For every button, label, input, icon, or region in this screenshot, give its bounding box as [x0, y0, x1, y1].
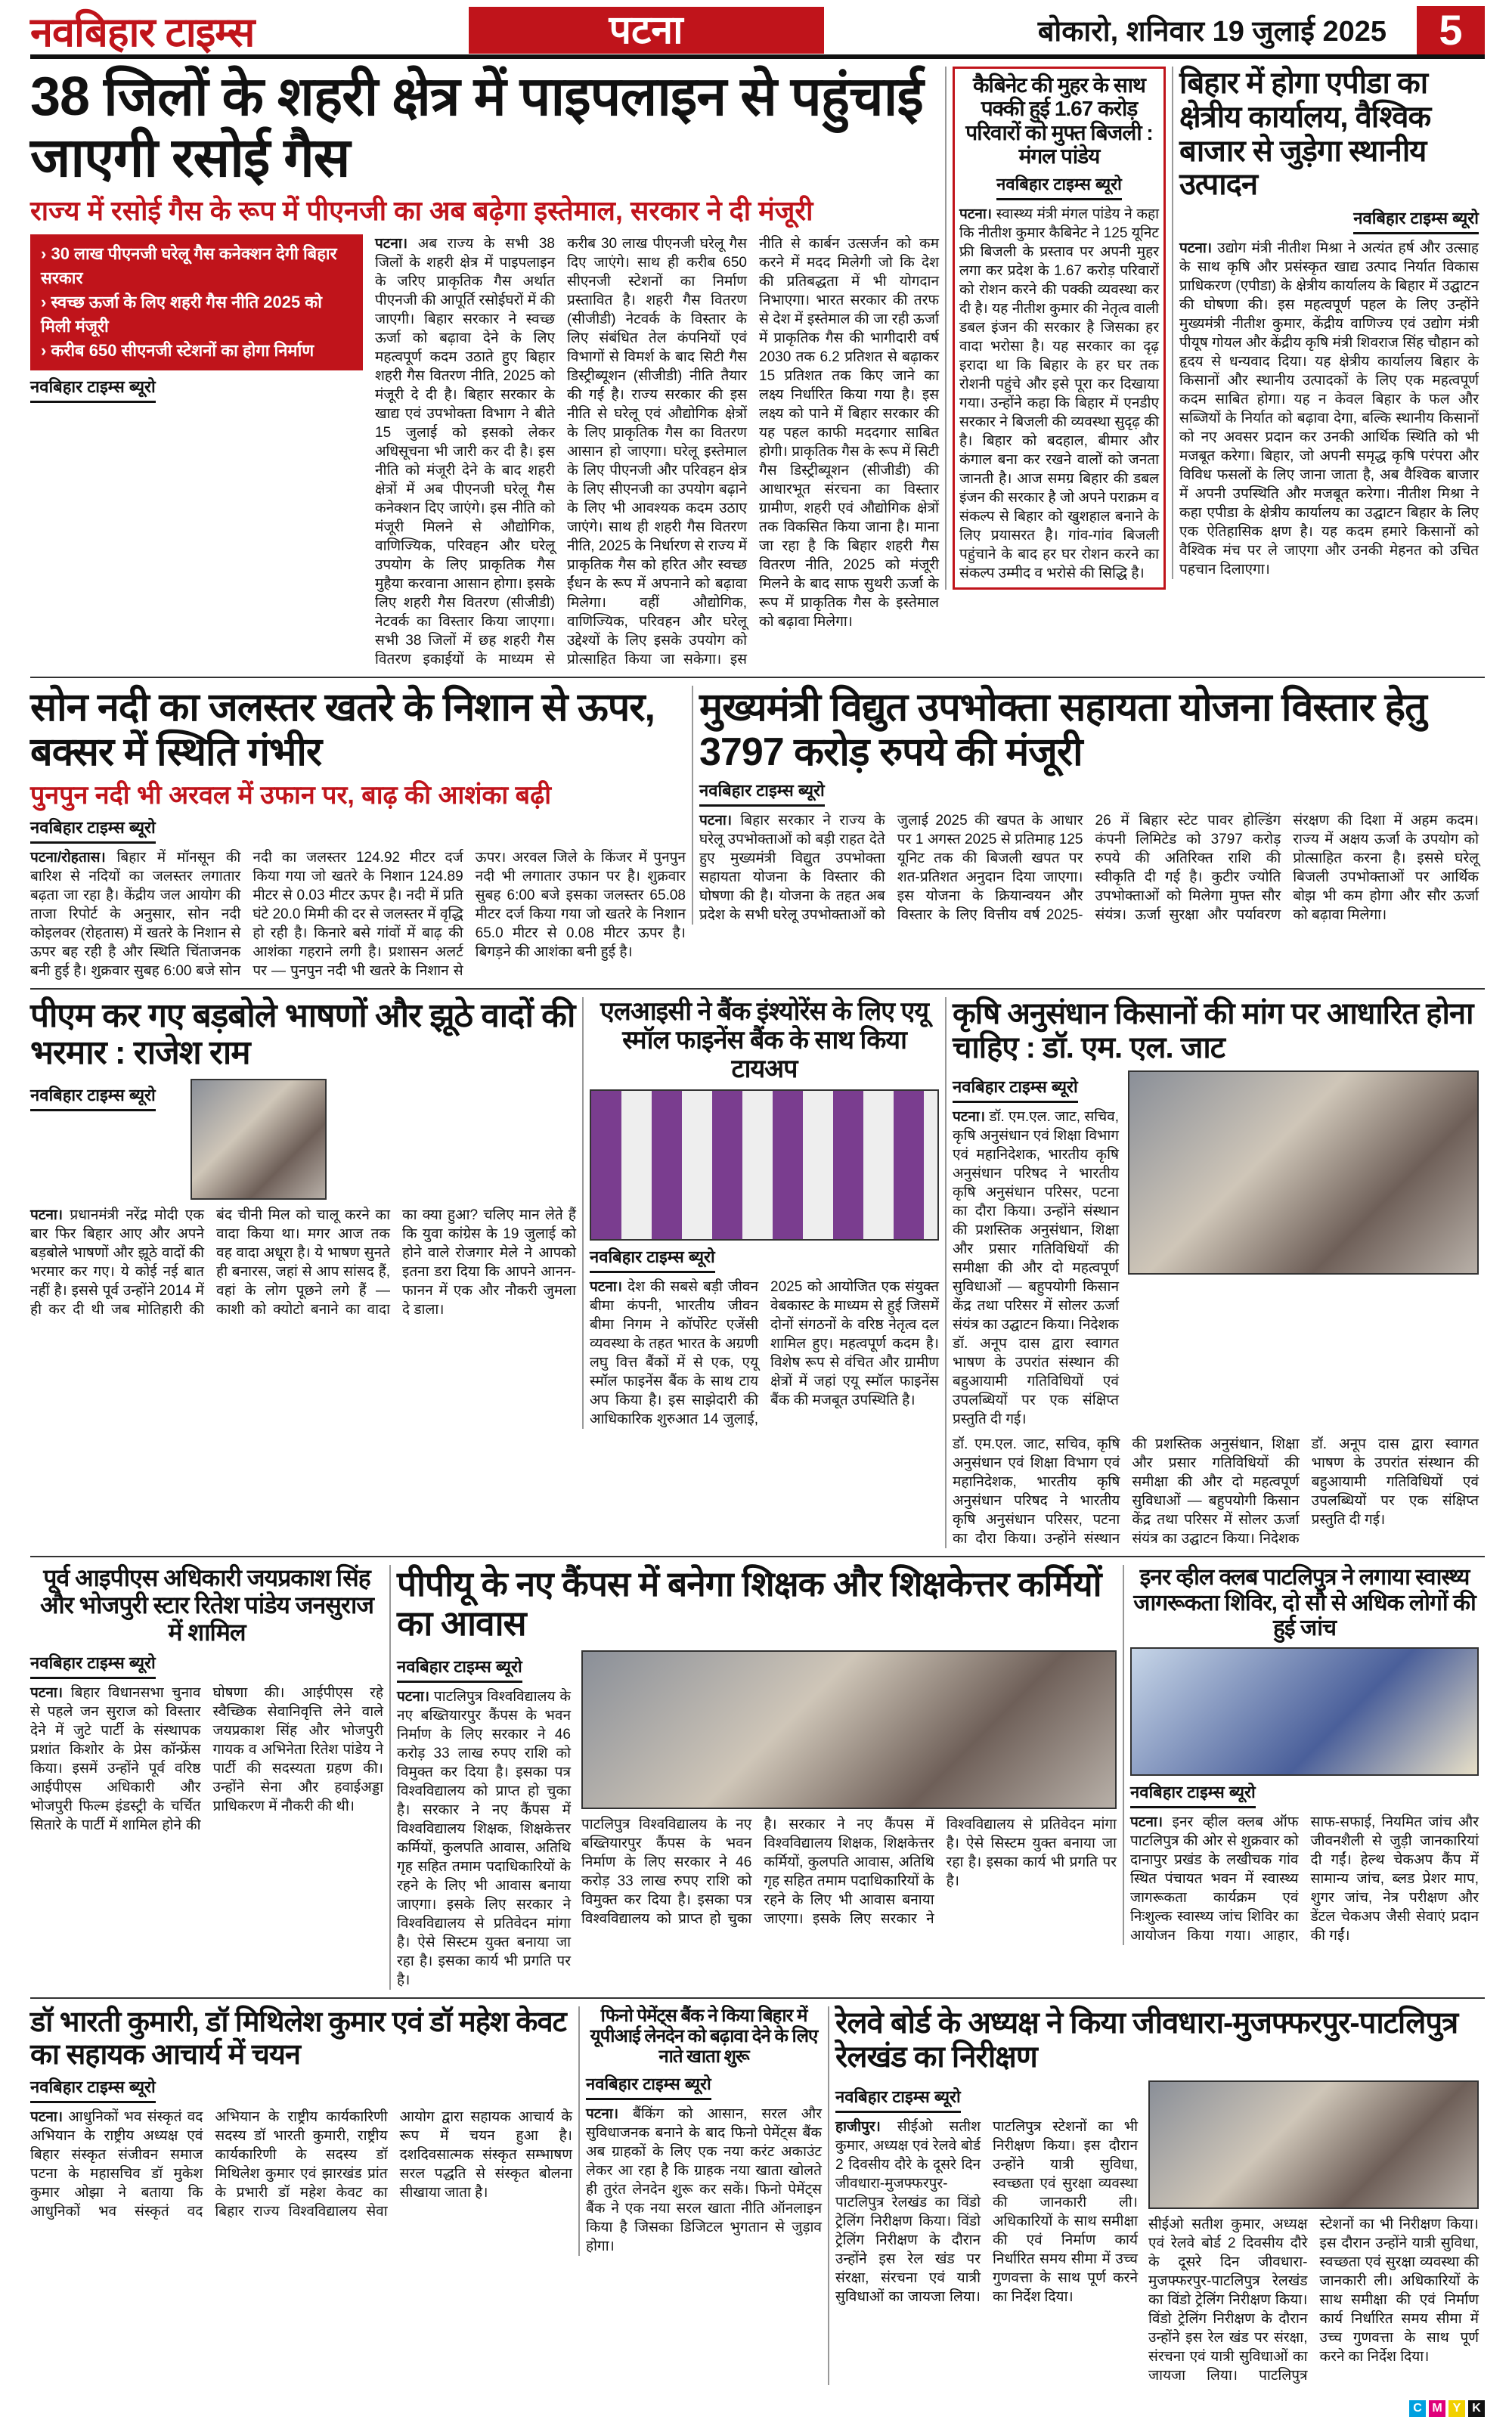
article-free-electricity	[945, 67, 1172, 590]
color-registration-marks	[30, 2400, 1485, 2417]
article-electricity-scheme	[692, 686, 1485, 924]
mark-magenta: M	[1429, 2400, 1445, 2417]
article-body: पटना। पाटलिपुत्र विश्वविद्यालय के नए बख्तियारपुर कैंपस के भवन निर्माण के लिए सरकार ने 46 करोड़ 33 लाख रुपए राशि को विमुक्त कर दिया है। इसका पत्र विश्वविद्यालय को प्राप्त हो चुका है। सरकार ने नए कैंपस में विश्वविद्यालय शिक्षक, शिक्षकेत्तर कर्मियों, कुलपति आवास, अतिथि गृह सहित तमाम पदाधिकारियों के रहने के लिए भी आवास बनाया जाएगा। इसके लिए सरकार ने विश्वविद्यालय से प्रतिवेदन मांगा है। ऐसे सिस्टम युक्त बनाया जा रहा है। इसका कार्य भी प्रगति पर है।	[397, 1689, 571, 1989]
headline: मुख्यमंत्री विद्युत उपभोक्ता सहायता योजना विस्तार हेतु 3797 करोड़ रुपये की मंजूरी	[699, 686, 1427, 774]
mark-cyan: C	[1409, 2400, 1426, 2417]
byline: नवबिहार टाइम्स ब्यूरो	[586, 2074, 711, 2100]
article-body: पटना। देश की सबसे बड़ी जीवन बीमा कंपनी, भारतीय जीवन बीमा निगम ने कॉर्पोरेट एजेंसी व्यवस्था के तहत भारत के अग्रणी लघु वित्त बैंकों में से एक, एयू स्मॉल फाइनेंस बैंक के साथ टाय अप किया है। इस साझेदारी की आधिकारिक शुरुआत 14 जुलाई, 2025 को आयोजित एक संयुक्त वेबकास्ट के माध्यम से हुई जिसमें दोनों संगठनों के वरिष्ठ नेतृत्व दल शामिल हुए। महत्वपूर्ण कदम है। विशेष रूप से वंचित और ग्रामीण क्षेत्रों में जहां एयू स्मॉल फाइनेंस बैंक की मजबूत उपस्थिति है।	[590, 1278, 939, 1427]
row-5	[30, 1999, 1485, 2393]
article-body-continued: पाटलिपुत्र विश्वविद्यालय के नए बख्तियारपुर कैंपस के भवन निर्माण के लिए सरकार ने 46 करोड़ 33 लाख रुपए राशि को विमुक्त कर दिया है। इसका पत्र विश्वविद्यालय को प्राप्त हो चुका है। सरकार ने नए कैंपस में विश्वविद्यालय शिक्षक, शिक्षकेत्तर कर्मियों, कुलपति आवास, अतिथि गृह सहित तमाम पदाधिकारियों के रहने के लिए भी आवास बनाया जाएगा। इसके लिए सरकार ने विश्वविद्यालय से प्रतिवेदन मांगा है। ऐसे सिस्टम युक्त बनाया जा रहा है। इसका कार्य भी प्रगति पर है।	[581, 1817, 1117, 1928]
byline: नवबिहार टाइम्स ब्यूरो	[30, 1653, 156, 1679]
photo-icar-visit	[1128, 1070, 1479, 1275]
headline: सोन नदी का जलस्तर खतरे के निशान से ऊपर, बक्सर में स्थिति गंभीर	[30, 686, 655, 774]
byline: नवबिहार टाइम्स ब्यूरो	[699, 780, 825, 807]
article-body: पटना। बिहार सरकार ने राज्य के घरेलू उपभोक्ताओं को बड़ी राहत देते हुए मुख्यमंत्री विद्युत उपभोक्ता सहायता योजना के विस्तार की घोषणा की है। योजना के तहत अब प्रदेश के सभी घरेलू उपभोक्ताओं को जुलाई 2025 की खपत के आधार पर 1 अगस्त 2025 से प्रतिमाह 125 यूनिट तक की बिजली खपत पर शत-प्रतिशत अनुदान दिया जाएगा। इस योजना के क्रियान्वयन और विस्तार के लिए वित्तीय वर्ष 2025-26 में बिहार स्टेट पावर होल्डिंग कंपनी लिमिटेड को 3797 करोड़ रुपये की अतिरिक्त राशि की स्वीकृति दी गई है। कुटीर ज्योति उपभोक्ताओं को मिलेगा मुफ्त सौर संयंत्र। ऊर्जा सुरक्षा और पर्यावरण संरक्षण की दिशा में अहम कदम। राज्य में अक्षय ऊर्जा के उपयोग को प्रोत्साहित करना है। इससे घरेलू बिजली उपभोक्ताओं पर आर्थिक बोझ भी कम होगा और सौर ऊर्जा को बढ़ावा मिलेगा।	[699, 812, 1479, 923]
byline: नवबिहार टाइम्स ब्यूरो	[30, 817, 156, 844]
headline: फिनो पेमेंट्स बैंक ने किया बिहार में यूपीआई लेनदेन को बढ़ावा देने के लिए नाते खाता शुरू	[590, 2006, 818, 2068]
masthead-logo: नवबिहार टाइम्स	[30, 10, 255, 55]
photo-ppu-campus-visit	[581, 1650, 1117, 1809]
article-assistant-professor	[30, 2006, 578, 2221]
mark-yellow: Y	[1448, 2400, 1465, 2417]
byline: नवबिहार टाइम्स ब्यूरो	[1130, 1782, 1256, 1808]
page-number: 5	[1417, 6, 1485, 54]
article-body: पटना। प्रधानमंत्री नरेंद्र मोदी एक बार फिर बिहार आए और अपने बड़बोले भाषणों और झूठे वादों की भरमार कर गए। ये कोई नई बात नहीं है। इससे पूर्व उन्होंने 2014 में ही कर दी थी जब मोतिहारी की बंद चीनी मिल को चालू करने का वादा किया था। मगर आज तक वह वादा अधूरा है। ये भाषण सुनते ही बनारस, जहां से आप सांसद हैं, वहां के लोग पूछने लगे हैं — काशी को क्योटो बनाने का वादा का क्या हुआ? चलिए मान लेते हैं कि युवा कांग्रेस के 19 जुलाई को होने वाले रोजगार मेले ने आपको इतना डरा दिया कि आपने आनन-फानन में एक और नौकरी जुमला दे डाला।	[30, 1207, 576, 1318]
article-ml-jat	[945, 997, 1485, 1549]
subheadline: राज्य में रसोई गैस के रूप में पीएनजी का अब बढ़ेगा इस्तेमाल, सरकार ने दी मंजूरी	[30, 195, 813, 227]
byline: नवबिहार टाइम्स ब्यूरो	[996, 174, 1122, 200]
article-body: पटना। बिहार विधानसभा चुनाव से पहले जन सुराज को विस्तार देने में जुटे पार्टी के संस्थापक प्रशांत किशोर के प्रेस कॉन्फ्रेंस किया। इसमें उन्होंने पूर्व वरिष्ठ आईपीएस अधिकारी और भोजपुरी फिल्म इंडस्ट्री के चर्चित सितारे के पार्टी में शामिल होने की घोषणा की। आईपीएस रहे स्वैच्छिक सेवानिवृत्ति लेने वाले जयप्रकाश सिंह और भोजपुरी गायक व अभिनेता रितेश पांडेय ने पार्टी की सदस्यता ग्रहण की। उन्होंने सेना और हवाईअड्डा प्राधिकरण में नौकरी की थी।	[30, 1684, 383, 1833]
headline: रेलवे बोर्ड के अध्यक्ष ने किया जीवधारा-मुजफ्फरपुर-पाटलिपुत्र रेलखंड का निरीक्षण	[835, 2006, 1458, 2074]
article-body: पटना/रोहतास। बिहार में मॉनसून की बारिश से नदियों का जलस्तर लगातार बढ़ता जा रहा है। केंद्रीय जल आयोग की ताजा रिपोर्ट के अनुसार, सोन नदी कोइलवर (रोहतास) में खतरे के निशान से ऊपर बह रही है और स्थिति चिंताजनक बनी हुई है। शुक्रवार सुबह 6:00 बजे सोन नदी का जलस्तर 124.92 मीटर दर्ज किया गया जो खतरे के निशान 124.89 मीटर से 0.03 मीटर ऊपर है। नदी में प्रति घंटे 20.0 मिमी की दर से जलस्तर में वृद्धि हो रही है। किनारे बसे गांवों में बाढ़ की आशंका गहराने लगी है। प्रशासन अलर्ट पर — पुनपुन नदी भी खतरे के निशान से ऊपर। अरवल जिले के किंजर में पुनपुन नदी भी लगातार उफान पर है। शुक्रवार सुबह 6:00 बजे इसका जलस्तर 65.08 मीटर दर्ज किया गया जो खतरे के निशान 65.0 मीटर से 0.08 मीटर ऊपर है। बिगड़ने की आशंका बनी हुई है।	[30, 849, 686, 979]
byline: नवबिहार टाइम्स ब्यूरो	[30, 1085, 156, 1111]
edition-date: बोकारो, शनिवार 19 जुलाई 2025	[1037, 16, 1387, 48]
headline: पीपीयू के नए कैंपस में बनेगा शिक्षक और शिक्षकेत्तर कर्मियों का आवास	[397, 1564, 1101, 1643]
article-inner-wheel	[1123, 1565, 1485, 1945]
headline: कृषि अनुसंधान किसानों की मांग पर आधारित होना चाहिए : डॉ. एम. एल. जाट	[953, 996, 1473, 1064]
byline: नवबिहार टाइम्स ब्यूरो	[30, 2077, 156, 2103]
masthead	[30, 6, 1485, 59]
article-body: पटना। बैंकिंग को आसान, सरल और सुविधाजनक बनाने के बाद फिनो पेमेंट्स बैंक अब ग्राहकों के लिए एक नया करंट अकाउंट लेकर आ रहा है कि ग्राहक नया खाता खोलते ही तुरंत लेनदेन शुरू कर सकें। फिनो पेमेंट्स बैंक ने एक नया सरल खाता नीति ऑनलाइन किया है जिसका डिजिटल भुगतान से जुड़ाव होगा।	[586, 2105, 822, 2254]
article-ppu-campus	[389, 1565, 1123, 1990]
article-body: पटना। अब राज्य के सभी 38 जिलों के शहरी क्षेत्र में पाइपलाइन के जरिए प्राकृतिक गैस अर्थात पीएनजी की आपूर्ति रसोईघरों में की जाएगी। बिहार सरकार ने स्वच्छ ऊर्जा को बढ़ावा देने के लिए महत्वपूर्ण कदम उठाते हुए बिहार शहरी गैस वितरण नीति, 2025 को मंजूरी दे दी है। बिहार सरकार के खाद्य एवं उपभोक्ता विभाग ने बीते 15 जुलाई को इसको लेकर अधिसूचना भी जारी कर दी है। इस नीति को मंजूरी देने के बाद शहरी क्षेत्रों में अब पीएनजी घरेलू गैस कनेक्शन दिए जाएंगे। इस नीति को मंजूरी मिलने से औद्योगिक, वाणिज्यिक, परिवहन और घरेलू उपयोग के लिए प्राकृतिक गैस मुहैया करवाना आसान होगा। इसके लिए शहरी गैस वितरण (सीजीडी) नेटवर्क का विस्तार किया जाएगा। सभी 38 जिलों में छह शहरी गैस वितरण इकाईयों के माध्यम से करीब 30 लाख पीएनजी घरेलू गैस दिए जाएंगे। साथ ही करीब 650 सीएनजी स्टेशनों का निर्माण प्रस्तावित है। शहरी गैस वितरण (सीजीडी) नेटवर्क के विस्तार के लिए संबंधित तेल कंपनियों एवं विभागों से विमर्श के बाद सिटी गैस डिस्ट्रीब्यूशन (सीजीडी) नीति तैयार की गई है। राज्य सरकार की इस नीति से घरेलू एवं औद्योगिक क्षेत्रों के लिए प्राकृतिक गैस का वितरण आसान हो जाएगा। घरेलू इस्तेमाल के लिए पीएनजी और परिवहन क्षेत्र के लिए सीएनजी का उपयोग बढ़ाने के लिए भी आवश्यक कदम उठाए जाएंगे। साथ ही शहरी गैस वितरण नीति, 2025 के निर्धारण से राज्य में प्राकृतिक गैस को हरित और स्वच्छ ईंधन के रूप में अपनाने को बढ़ावा मिलेगा। वहीं औद्योगिक, वाणिज्यिक, परिवहन और घरेलू उद्देश्यों के लिए इसके उपयोग को प्रोत्साहित किया जा सकेगा। इस नीति से कार्बन उत्सर्जन को कम करने में मदद मिलेगी जो कि देश की प्रतिबद्धता में भी योगदान निभाएगा। भारत सरकार की तरफ से देश में इस्तेमाल की जा रही ऊर्जा में प्राकृतिक गैस की भागीदारी वर्ष 2030 तक 6.2 प्रतिशत से बढ़ाकर 15 प्रतिशत तक किए जाने का लक्ष्य निर्धारित किया गया है। इस लक्ष्य को पाने में बिहार सरकार की यह पहल काफी मददगार साबित होगी। प्राकृतिक गैस के रूप में सिटी गैस डिस्ट्रीब्यूशन (सीजीडी) की आधारभूत संरचना का विस्तार ग्रामीण, शहरी एवं औद्योगिक क्षेत्रों तक विकसित किया जाना है। माना जा रहा है कि बिहार शहरी गैस वितरण नीति, 2025 को मंजूरी मिलने के बाद साफ सुथरी ऊर्जा के रूप में प्राकृतिक गैस के इस्तेमाल को बढ़ावा मिलेगा।	[375, 236, 939, 668]
row-2	[30, 678, 1485, 989]
row-4	[30, 1557, 1485, 1999]
photo-railway-inspection	[1148, 2080, 1479, 2209]
article-body: पटना। डॉ. एम.एल. जाट, सचिव, कृषि अनुसंधान एवं शिक्षा विभाग एवं महानिदेशक, भारतीय कृषि अनुसंधान परिषद ने भारतीय कृषि अनुसंधान परिसर, पटना का दौरा किया। उन्होंने संस्थान की प्रशस्तिक अनुसंधान, शिक्षा और प्रसार गतिविधियों की समीक्षा की और दो महत्वपूर्ण सुविधाओं — बहुपयोगी किसान केंद्र तथा परिसर में सोलर ऊर्जा संयंत्र का उद्घाटन किया। निदेशक डॉ. अनूप दास द्वारा स्वागत भाषण के उपरांत संस्थान की बहुआयामी गतिविधियों एवं उपलब्धियों पर एक संक्षिप्त प्रस्तुति दी गई।	[953, 1109, 1119, 1428]
article-rajesh-ram	[30, 997, 582, 1320]
headline: इनर व्हील क्लब पाटलिपुत्र ने लगाया स्वास्थ्य जागरूकता शिविर, दो सौ से अधिक लोगों की हुई जांच	[1133, 1565, 1476, 1641]
article-body: हाजीपुर। सीईओ सतीश कुमार, अध्यक्ष एवं रेलवे बोर्ड 2 दिवसीय दौरे के दूसरे दिन जीवधारा-मुजफ्फरपुर-पाटलिपुत्र रेलखंड का विंडो ट्रेलिंग निरीक्षण किया। विंडो ट्रेलिंग निरीक्षण के दौरान उन्होंने इस रेल खंड पर संरक्षा, संरचना एवं यात्री सुविधाओं का जायजा लिया। पाटलिपुत्र स्टेशनों का भी निरीक्षण किया। इस दौरान उन्होंने यात्री सुविधा, स्वच्छता एवं सुरक्षा व्यवस्था की जानकारी ली। अधिकारियों के साथ समीक्षा की एवं निर्माण कार्य निर्धारित समय सीमा में उच्च गुणवत्ता के साथ पूर्ण करने का निर्देश दिया।	[835, 2118, 1138, 2305]
mark-black: K	[1468, 2400, 1485, 2417]
subheadline: पुनपुन नदी भी अरवल में उफान पर, बाढ़ की आशंका बढ़ी	[30, 780, 552, 810]
row-1	[30, 59, 1485, 678]
headline: 38 जिलों के शहरी क्षेत्र में पाइपलाइन से पहुंचाई जाएगी रसोई गैस	[30, 67, 923, 188]
article-apeda	[1172, 67, 1485, 579]
article-fino-bank	[578, 2006, 828, 2256]
headline: डॉ भारती कुमारी, डॉ मिथिलेश कुमार एवं डॉ महेश केवट का सहायक आचार्य में चयन	[30, 2006, 566, 2071]
headline: एलआइसी ने बैंक इंश्योरेंस के लिए एयू स्मॉल फाइनेंस बैंक के साथ किया टायअप	[600, 996, 928, 1083]
highlight-item: › करीब 650 सीएनजी स्टेशनों का होगा निर्माण	[41, 339, 352, 363]
article-railway-board	[828, 2006, 1485, 2385]
article-body-continued: डॉ. एम.एल. जाट, सचिव, कृषि अनुसंधान एवं शिक्षा विभाग एवं महानिदेशक, भारतीय कृषि अनुसंधान परिषद ने भारतीय कृषि अनुसंधान परिसर, पटना का दौरा किया। उन्होंने संस्थान की प्रशस्तिक अनुसंधान, शिक्षा और प्रसार गतिविधियों की समीक्षा की और दो महत्वपूर्ण सुविधाओं — बहुपयोगी किसान केंद्र तथा परिसर में सोलर ऊर्जा संयंत्र का उद्घाटन किया। निदेशक डॉ. अनूप दास द्वारा स्वागत भाषण के उपरांत संस्थान की बहुआयामी गतिविधियों एवं उपलब्धियों पर एक संक्षिप्त प्रस्तुति दी गई।	[953, 1436, 1479, 1547]
byline: नवबिहार टाइम्स ब्यूरो	[30, 376, 156, 403]
article-body-continued: सीईओ सतीश कुमार, अध्यक्ष एवं रेलवे बोर्ड 2 दिवसीय दौरे के दूसरे दिन जीवधारा-मुजफ्फरपुर-पाटलिपुत्र रेलखंड का विंडो ट्रेलिंग निरीक्षण किया। विंडो ट्रेलिंग निरीक्षण के दौरान उन्होंने इस रेल खंड पर संरक्षा, संरचना एवं यात्री सुविधाओं का जायजा लिया। पाटलिपुत्र स्टेशनों का भी निरीक्षण किया। इस दौरान उन्होंने यात्री सुविधा, स्वच्छता एवं सुरक्षा व्यवस्था की जानकारी ली। अधिकारियों के साथ समीक्षा की एवं निर्माण कार्य निर्धारित समय सीमा में उच्च गुणवत्ता के साथ पूर्ण करने का निर्देश दिया।	[1148, 2216, 1479, 2384]
byline: नवबिहार टाइम्स ब्यूरो	[835, 2087, 961, 2113]
article-lead-png	[30, 67, 945, 669]
highlight-item: › 30 लाख पीएनजी घरेलू गैस कनेक्शन देगी बिहार सरकार	[41, 242, 352, 290]
highlights-box	[30, 234, 363, 370]
article-body: पटना। इनर व्हील क्लब ऑफ पाटलिपुत्र की ओर से शुक्रवार को दानापुर प्रखंड के लखीचक गांव स्थित पंचायत भवन में स्वास्थ्य जागरूकता कार्यक्रम एवं निःशुल्क स्वास्थ्य जांच शिविर का आयोजन किया गया। आहार, साफ-सफाई, नियमित जांच और जीवनशैली से जुड़ी जानकारियां दी गईं। हेल्थ चेकअप कैंप में सामान्य जांच, ब्लड प्रेशर माप, शुगर जांच, नेत्र परीक्षण और डेंटल चेकअप जैसी सेवाएं प्रदान की गईं।	[1130, 1814, 1479, 1944]
article-body: पटना। आधुनिकों भव संस्कृतं वद अभियान के राष्ट्रीय अध्यक्ष एवं बिहार संस्कृत संजीवन समाज पटना के महासचिव डॉ मुकेश कुमार ओझा ने बताया कि आधुनिकों भव संस्कृतं वद अभियान के राष्ट्रीय कार्यकारिणी सदस्य डॉ भारती कुमारी, राष्ट्रीय कार्यकारिणी के सदस्य डॉ मिथिलेश कुमार एवं झारखंड प्रांत के प्रभारी डॉ महेश केवट का बिहार राज्य विश्वविद्यालय सेवा आयोग द्वारा सहायक आचार्य के रूप में चयन हुआ है। दशदिवसात्मक संस्कृत सम्भाषण सरल पद्धति से संस्कृत बोलना सीखाया जाता है।	[30, 2109, 572, 2220]
article-lic	[582, 997, 945, 1429]
byline: नवबिहार टाइम्स ब्यूरो	[1353, 208, 1479, 234]
headline: कैबिनेट की मुहर के साथ पक्की हुई 1.67 करोड़ परिवारों को मुफ्त बिजली : मंगल पांडेय	[965, 73, 1153, 169]
article-son-river	[30, 686, 692, 980]
article-body: पटना। उद्योग मंत्री नीतीश मिश्रा ने अत्यंत हर्ष और उत्साह के साथ कृषि और प्रसंस्कृत खाद्य उत्पाद निर्यात विकास प्राधिकरण (एपीडा) के क्षेत्रीय कार्यालय के बिहार में उद्घाटन की घोषणा की। इस महत्वपूर्ण पहल के लिए उन्होंने मुख्यमंत्री नीतीश कुमार, केंद्रीय वाणिज्य एवं उद्योग मंत्री पीयूष गोयल और केंद्रीय कृषि मंत्री शिवराज सिंह चौहान को हृदय से धन्यवाद दिया। यह क्षेत्रीय कार्यालय बिहार के किसानों और स्थानीय उत्पादकों के लिए एक महत्वपूर्ण कदम साबित होगा। यह न केवल बिहार के फल और सब्जियों के निर्यात को बढ़ावा देगा, बल्कि स्थानीय किसानों को नए अवसर प्रदान कर उनकी आर्थिक स्थिति को भी मजबूत करेगा। बिहार, जो अपनी समृद्ध कृषि परंपरा और विविध फसलों के लिए जाना जाता है, अब वैश्विक बाजार में अपनी उपस्थिति और मजबूत करेगा। नीतीश मिश्रा ने कहा एपीडा के क्षेत्रीय कार्यालय का उद्घाटन बिहार के लिए एक ऐतिहासिक क्षण है। यह कदम हमारे किसानों को वैश्विक मंच पर ले जाएगा और उनकी मेहनत को उचित पहचान दिलाएगा।	[1179, 240, 1479, 578]
headline: पूर्व आइपीएस अधिकारी जयप्रकाश सिंह और भोजपुरी स्टार रितेश पांडेय जनसुराज में शामिल	[39, 1564, 374, 1646]
headline: पीएम कर गए बड़बोले भाषणों और झूठे वादों की भरमार : राजेश राम	[30, 996, 575, 1071]
highlight-item: › स्वच्छ ऊर्जा के लिए शहरी गैस नीति 2025 को मिली मंजूरी	[41, 290, 352, 339]
photo-lic-au-event	[590, 1089, 939, 1241]
section-city-label: पटना	[469, 7, 824, 54]
byline: नवबिहार टाइम्स ब्यूरो	[397, 1656, 522, 1683]
byline: नवबिहार टाइम्स ब्यूरो	[590, 1247, 715, 1273]
headline: बिहार में होगा एपीडा का क्षेत्रीय कार्यालय, वैश्विक बाजार से जुड़ेगा स्थानीय उत्पादन	[1179, 67, 1431, 202]
photo-rajesh-ram	[191, 1079, 327, 1200]
article-body: पटना। स्वास्थ्य मंत्री मंगल पांडेय ने कहा कि नीतीश कुमार कैबिनेट ने 125 यूनिट फ्री बिजली के प्रस्ताव पर अपनी मुहर लगा कर प्रदेश के 1.67 करोड़ परिवारों को रोशन करने की पक्की व्यवस्था कर दी है। यह नीतीश कुमार की नेतृत्व वाली डबल इंजन की सरकार है जिसका हर वादा भरोसा है। यह सरकार का दृढ़ इरादा था कि बिहार के हर घर तक रोशनी पहुंचे और इसे पूरा कर दिखाया गया। उन्होंने कहा कि बिहार में एनडीए सरकार ने बिजली की व्यवस्था सुदृढ़ की है। बिहार को बदहाल, बीमार और कंगाल बना कर रखने वालों को जनता जानती है। आज समग्र बिहार की डबल इंजन की सरकार है जो अपने पराक्रम व संकल्प से बिहार को खुशहाल बनाने के लिए प्रयासरत है। गांव-गांव बिजली पहुंचाने के बाद हर घर रोशन करने का संकल्प उम्मीद व भरोसे की सिद्धि है।	[959, 206, 1159, 582]
article-jansuraj	[30, 1565, 389, 1834]
row-3	[30, 990, 1485, 1558]
photo-health-camp	[1130, 1647, 1479, 1776]
byline: नवबिहार टाइम्स ब्यूरो	[953, 1077, 1078, 1103]
